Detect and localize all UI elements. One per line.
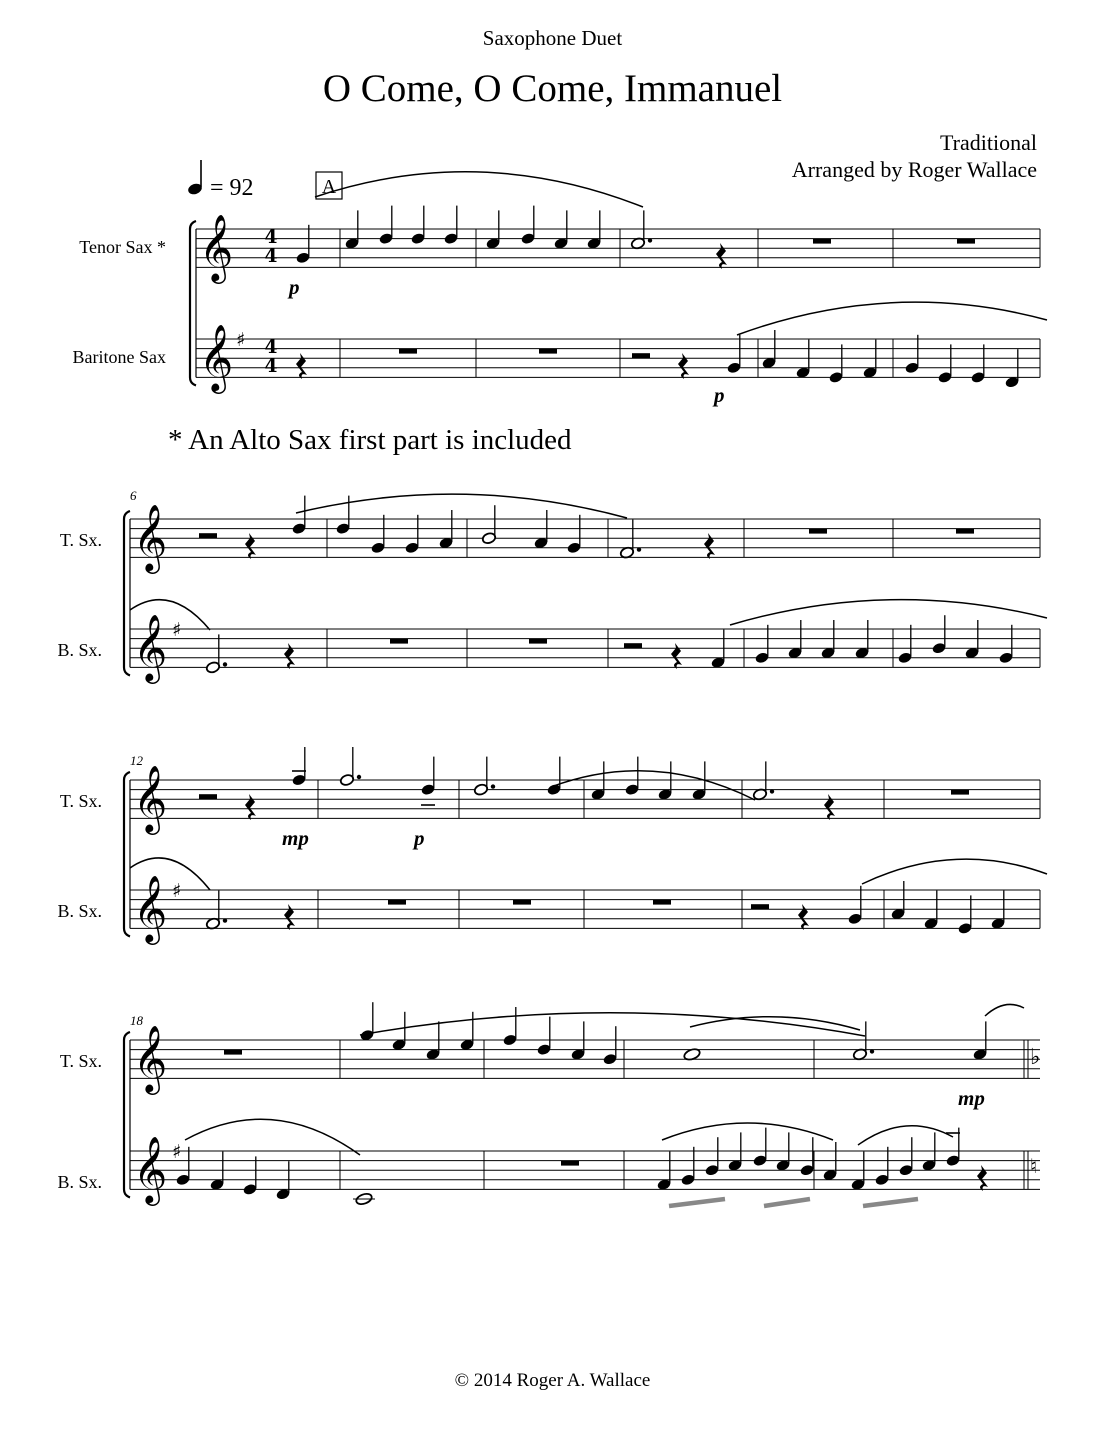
score-subtitle: Saxophone Duet: [482, 26, 623, 50]
beam: [764, 1199, 810, 1206]
augmentation-dot: [637, 547, 641, 551]
treble-clef: 𝄞: [133, 613, 168, 681]
quarter-rest: [704, 533, 715, 559]
slur: [551, 771, 755, 800]
tempo-value: = 92: [210, 175, 254, 201]
half-rest: [199, 533, 217, 538]
tenor-part-label: Tenor Sax *: [79, 237, 166, 257]
staff: [196, 229, 1040, 267]
slur: [662, 1123, 833, 1140]
whole-rest: [813, 239, 831, 244]
time-signature: [264, 226, 277, 377]
slur: [985, 1004, 1024, 1016]
composer-credit: Traditional: [940, 130, 1037, 155]
quarter-rest: [798, 904, 809, 930]
sharp-key-signature: ♯: [172, 1141, 182, 1163]
half-rest: [199, 794, 217, 799]
quarter-rest: [284, 904, 295, 930]
time-sig-bottom: 4: [264, 355, 278, 377]
treble-clef: 𝄞: [199, 323, 234, 391]
whole-rest: [653, 900, 671, 905]
whole-rest: [224, 1050, 242, 1055]
sharp-key-signature: ♯: [236, 329, 246, 351]
slur: [862, 859, 1047, 884]
system-bracket: [124, 1032, 130, 1197]
treble-clef: 𝄞: [133, 503, 168, 571]
quarter-rest: [245, 794, 256, 820]
whole-rest: [529, 639, 547, 644]
flat-key-signature: ♭: [1030, 1045, 1041, 1070]
whole-rest: [956, 529, 974, 534]
measure-number: 12: [130, 753, 143, 768]
augmentation-dot: [357, 775, 361, 779]
whole-rest: [957, 239, 975, 244]
whole-rest: [513, 900, 531, 905]
augmentation-dot: [223, 662, 227, 666]
baritone-part-label: Baritone Sax: [72, 347, 166, 367]
slur: [730, 600, 1047, 625]
augmentation-dot: [223, 918, 227, 922]
slur: [315, 172, 643, 207]
half-rest: [632, 353, 650, 358]
baritone-abbrev-label: B. Sx.: [57, 901, 102, 921]
beam: [863, 1199, 918, 1206]
score-title: O Come, O Come, Immanuel: [322, 67, 783, 110]
slur: [737, 302, 1047, 335]
system-bracket: [124, 511, 130, 675]
sharp-key-signature: ♯: [172, 619, 182, 641]
quarter-rest: [296, 353, 307, 379]
augmentation-dot: [770, 789, 774, 793]
slur: [296, 494, 627, 518]
dynamic-marking: p: [414, 826, 425, 850]
time-sig-top: 4: [264, 336, 278, 358]
whole-rest: [951, 790, 969, 795]
staff: [130, 780, 1040, 818]
treble-clef: 𝄞: [133, 1135, 168, 1203]
augmentation-dot: [648, 238, 652, 242]
treble-clef: 𝄞: [133, 874, 168, 942]
half-rest: [624, 643, 642, 648]
dynamic-marking: p: [714, 383, 725, 407]
staff: [130, 1040, 1040, 1078]
whole-rest: [388, 900, 406, 905]
measure-number: 6: [130, 488, 137, 503]
time-sig-top: 4: [264, 226, 278, 248]
quarter-rest: [678, 353, 689, 379]
tenor-abbrev-label: T. Sx.: [59, 1051, 102, 1071]
augmentation-dot: [491, 784, 495, 788]
quarter-rest: [284, 643, 295, 669]
measure-number: 18: [130, 1013, 143, 1028]
whole-rest: [399, 349, 417, 354]
slur: [858, 1126, 953, 1145]
treble-clef: 𝄞: [199, 213, 234, 281]
whole-rest: [809, 529, 827, 534]
natural-key-signature: ♮: [1030, 1154, 1038, 1178]
slur: [360, 1013, 865, 1036]
system-bracket: [124, 772, 130, 936]
staff: [130, 519, 1040, 557]
whole-rest: [539, 349, 557, 354]
slur: [185, 1119, 360, 1155]
treble-clef: 𝄞: [133, 764, 168, 832]
quarter-rest: [977, 1165, 988, 1191]
system-bracket: [190, 221, 196, 385]
tempo-mark: [187, 160, 254, 201]
beam: [669, 1199, 725, 1206]
dynamic-marking: mp: [958, 1086, 985, 1110]
whole-rest: [561, 1161, 579, 1166]
quarter-rest: [716, 243, 727, 269]
quarter-rest: [824, 794, 835, 820]
augmentation-dot: [870, 1049, 874, 1053]
alto-part-footnote: * An Alto Sax first part is included: [168, 424, 572, 456]
baritone-abbrev-label: B. Sx.: [57, 1172, 102, 1192]
rehearsal-letter: A: [321, 176, 337, 198]
copyright-notice: © 2014 Roger A. Wallace: [454, 1370, 651, 1391]
quarter-rest: [671, 643, 682, 669]
time-sig-bottom: 4: [264, 245, 278, 267]
dynamic-marking: p: [289, 275, 300, 299]
whole-rest: [390, 639, 408, 644]
baritone-abbrev-label: B. Sx.: [57, 640, 102, 660]
tenor-abbrev-label: T. Sx.: [59, 530, 102, 550]
arranger-credit: Arranged by Roger Wallace: [791, 157, 1037, 182]
sharp-key-signature: ♯: [172, 880, 182, 902]
quarter-rest: [245, 533, 256, 559]
treble-clef: 𝄞: [133, 1024, 168, 1092]
dynamic-marking: mp: [282, 826, 309, 850]
slur: [690, 1017, 860, 1030]
half-rest: [751, 904, 769, 909]
tenor-abbrev-label: T. Sx.: [59, 791, 102, 811]
